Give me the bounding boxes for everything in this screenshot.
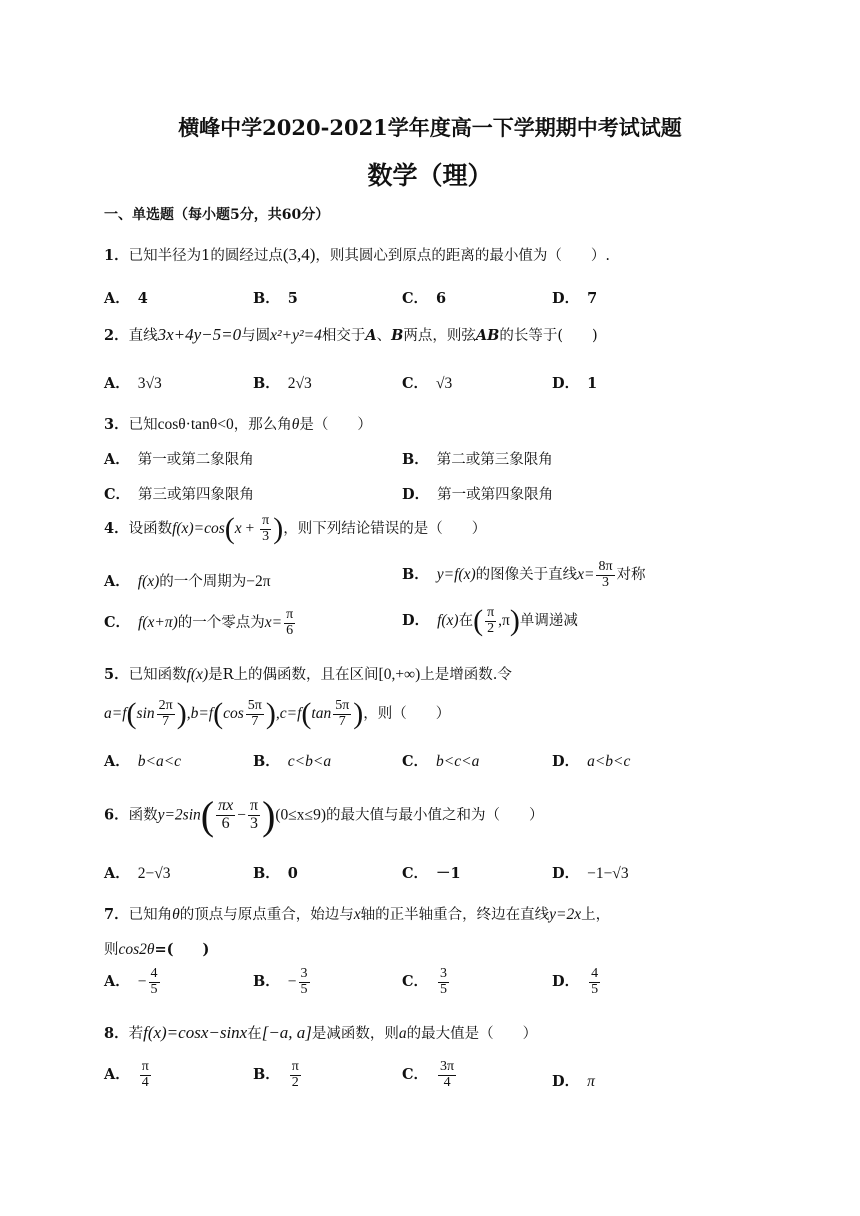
question-number: 7． bbox=[104, 906, 129, 923]
question-number: 5． bbox=[104, 666, 129, 683]
q2-option-c: C． √3 bbox=[402, 375, 453, 392]
q6-option-a: A． 2−√3 bbox=[104, 865, 171, 882]
question-number: 8． bbox=[104, 1025, 129, 1042]
question-text: 与圆 bbox=[241, 328, 271, 344]
question-text: 的最大值是（ ） bbox=[406, 1026, 538, 1042]
q5-option-b: B． c<b<a bbox=[253, 753, 332, 770]
exam-title: 横峰中学2020-2021学年度高一下学期期中考试试题 bbox=[178, 115, 682, 140]
math-expr: cosθ·tanθ<0 bbox=[157, 416, 234, 433]
q3-option-a: A． 第一或第二象限角 bbox=[104, 451, 254, 468]
math-expr: θ bbox=[291, 416, 300, 433]
question-text: 的顶点与原点重合，始边与 bbox=[179, 907, 354, 923]
question-1 bbox=[104, 244, 610, 265]
question-text: 直线 bbox=[128, 328, 158, 344]
paren-left: ( bbox=[224, 512, 235, 545]
point-label: A bbox=[365, 327, 377, 344]
question-3 bbox=[104, 413, 372, 434]
question-text: 已知 bbox=[128, 417, 158, 433]
point-label: B bbox=[391, 327, 404, 344]
question-4 bbox=[104, 512, 486, 546]
math-expr: a bbox=[398, 1025, 407, 1042]
q4-option-a: A． f(x)的一个周期为−2π bbox=[104, 573, 271, 590]
question-2 bbox=[104, 324, 598, 345]
question-text: 是（ ） bbox=[299, 417, 372, 433]
q6-option-d: D． −1−√3 bbox=[552, 865, 629, 882]
math-expr: [0,+∞) bbox=[378, 666, 421, 683]
math-expr: [−a, a] bbox=[261, 1023, 312, 1042]
q2-option-a: A． 3√3 bbox=[104, 375, 162, 392]
question-5-definitions: a=f(sin $\frac{2\pi}{7}$ ),b=f(cos $\frac{5\pi}{7}$ ),c=f(tan $\frac{5\pi}{7}$ )，则（ ） bbox=[104, 697, 451, 730]
question-text: 是减函数，则 bbox=[311, 1026, 399, 1042]
question-text: 函数 bbox=[128, 807, 158, 824]
q3-option-d: D． 第一或第四象限角 bbox=[402, 486, 554, 503]
question-text: 上， bbox=[581, 907, 611, 923]
exam-subject: 数学（理） bbox=[367, 161, 493, 190]
math-expr: (3,4) bbox=[282, 245, 316, 264]
math-expr: y=2x bbox=[549, 906, 582, 923]
q4-option-b: B． y=f(x)的图像关于直线x= $\frac{8\pi}{3}$ 对称 bbox=[402, 559, 646, 590]
question-text: 在 bbox=[247, 1026, 262, 1042]
question-5 bbox=[104, 663, 512, 684]
q8-option-c: C． $\frac{3\pi}{4}$ bbox=[402, 1059, 455, 1090]
math-expr: x²+y²=4 bbox=[270, 327, 322, 344]
q1-option-d: D． 7 bbox=[552, 290, 598, 307]
math-expr: y=2sin bbox=[157, 806, 201, 824]
q6-option-c: C． －1 bbox=[402, 865, 461, 882]
question-text: ，那么角 bbox=[233, 417, 292, 433]
q1-option-a: A． 4 bbox=[104, 290, 148, 307]
q2-option-d: D． 1 bbox=[552, 375, 598, 392]
question-text: 的长等于( ) bbox=[499, 328, 598, 344]
q8-option-a: A． $\frac{\pi}{4}$ bbox=[104, 1059, 149, 1090]
q7-option-a: A． − $\frac{4}{5}$ bbox=[104, 966, 158, 997]
q3-option-b: B． 第二或第三象限角 bbox=[402, 451, 553, 468]
paren-right: ) bbox=[273, 512, 284, 545]
q4-option-d: D． f(x)在( $\frac{\pi}{2}$ ,π)单调递减 bbox=[402, 604, 578, 637]
math-expr: x bbox=[353, 906, 361, 923]
math-op: + bbox=[241, 520, 259, 537]
question-text: 已知角 bbox=[128, 907, 173, 923]
question-text: 设函数 bbox=[128, 521, 173, 537]
question-6: 6．函数y=2sin( $\frac{\pi x}{6}$ − $\frac{\pi}{3}$ )(0≤x≤9)的最大值与最小值之和为（ ） bbox=[104, 793, 544, 838]
question-number: 2． bbox=[104, 327, 129, 344]
question-text: 已知半径为1的圆经过点 bbox=[128, 248, 283, 264]
question-number: 1． bbox=[104, 247, 129, 264]
q8-option-b: B． $\frac{\pi}{2}$ bbox=[253, 1059, 299, 1090]
segment-label: AB bbox=[475, 327, 500, 344]
q1-option-b: B． 5 bbox=[253, 290, 298, 307]
question-7-line2: 则cos2θ=( ) bbox=[104, 941, 210, 958]
fraction: $\frac{\pi}{3}$ bbox=[262, 512, 270, 544]
math-expr: f(x) bbox=[186, 666, 209, 683]
question-text: 轴的正半轴重合，终边在直线 bbox=[360, 907, 550, 923]
q3-option-c: C． 第三或第四象限角 bbox=[104, 486, 255, 503]
q7-option-b: B． − $\frac{3}{5}$ bbox=[253, 966, 308, 997]
section-heading: 一、单选题（每小题5分，共60分） bbox=[104, 207, 330, 223]
question-text: ，则下列结论错误的是（ ） bbox=[283, 521, 487, 537]
question-number: 6． bbox=[104, 806, 129, 824]
question-8 bbox=[104, 1022, 537, 1043]
math-expr: f(x)=cos bbox=[172, 520, 225, 537]
q1-option-c: C． 6 bbox=[402, 290, 447, 307]
q5-option-a: A． b<a<c bbox=[104, 753, 182, 770]
math-expr: θ bbox=[172, 906, 180, 923]
math-expr: f(x)=cosx−sinx bbox=[143, 1023, 248, 1042]
math-var: x bbox=[234, 520, 242, 537]
q7-option-c: C． $\frac{3}{5}$ bbox=[402, 966, 448, 997]
q5-option-c: C． b<c<a bbox=[402, 753, 480, 770]
q7-option-d: D． $\frac{4}{5}$ bbox=[552, 966, 599, 997]
q5-option-d: D． a<b<c bbox=[552, 753, 631, 770]
question-text: 若 bbox=[128, 1026, 144, 1042]
separator: 、 bbox=[376, 328, 392, 344]
question-text: 两点，则弦 bbox=[403, 328, 476, 344]
question-text: 相交于 bbox=[321, 328, 366, 344]
q6-option-b: B． 0 bbox=[253, 865, 298, 882]
question-number: 4． bbox=[104, 520, 129, 537]
question-text: 的最大值与最小值之和为（ ） bbox=[325, 807, 544, 824]
q4-option-c: C． f(x+π)的一个零点为x= $\frac{\pi}{6}$ bbox=[104, 607, 294, 638]
question-text: 是R上的偶函数，且在区间 bbox=[208, 667, 379, 683]
question-7 bbox=[104, 903, 610, 924]
question-text: 已知函数 bbox=[128, 667, 187, 683]
math-expr: 3x+4y−5=0 bbox=[157, 325, 242, 344]
question-number: 3． bbox=[104, 416, 129, 433]
q2-option-b: B． 2√3 bbox=[253, 375, 312, 392]
question-text: ，则其圆心到原点的距离的最小值为（ ）. bbox=[315, 248, 611, 264]
question-text: 上是增函数.令 bbox=[420, 667, 512, 683]
q8-option-d: D． π bbox=[552, 1073, 595, 1090]
